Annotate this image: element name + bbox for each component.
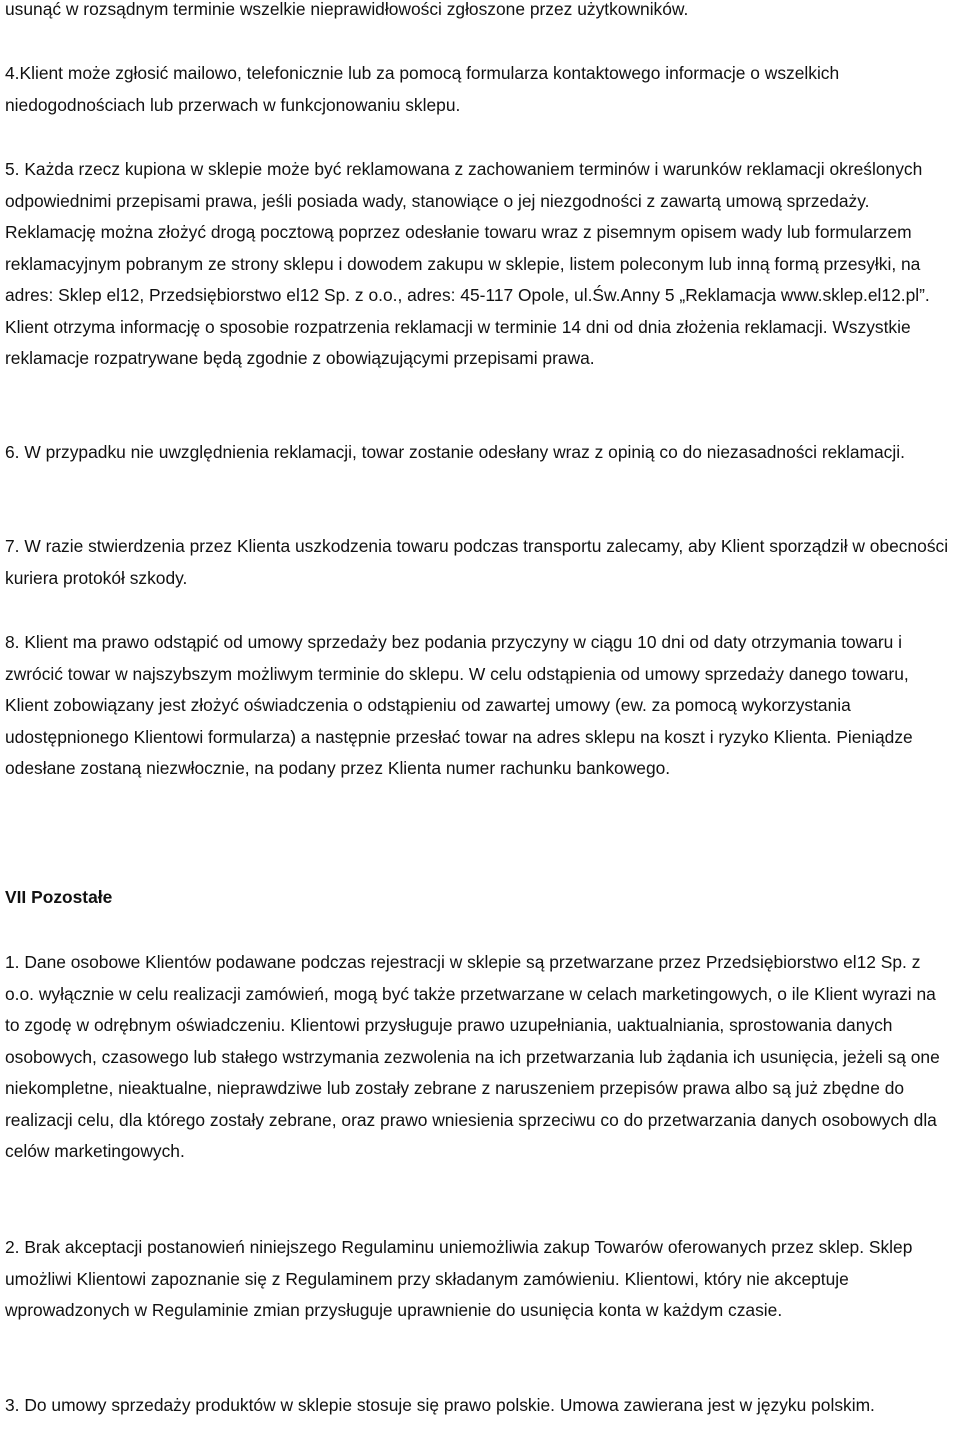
paragraph-clause-8: 8. Klient ma prawo odstąpić od umowy sprzedaży bez podania przyczyny w ciągu 10 dni od daty otrzymania towaru i zwrócić towar w najszybszym możliwym terminie do sklepu. W celu odstąpienia od umowy sprzedaży danego towaru, Klient zobowiązany jest złożyć oświadczenia o odstąpieniu od zawartej umowy (ew. za pomocą wykorzystania udostępnionego Klientowi formularza) a następnie przesłać towar na adres sklepu na koszt i ryzyko Klienta. Pieniądze odesłane zostaną niezwłocznie, na podany przez Klienta numer rachunku bankowego.: [5, 632, 913, 778]
paragraph-clause-4: 4.Klient może zgłosić mailowo, telefonicznie lub za pomocą formularza kontaktowego informacje o wszelkich niedogodnościach lub przerwach w funkcjonowaniu sklepu.: [5, 63, 840, 115]
paragraph-section-2: 2. Brak akceptacji postanowień niniejszego Regulaminu uniemożliwia zakup Towarów oferowanych przez sklep. Sklep umożliwi Klientowi zapoznanie się z Regulaminem przy składanym zamówieniu. Klientowi, który nie akceptuje wprowadzonych w Regulaminie zmian przysługuje uprawnienie do usunięcia konta w każdym czasie.: [5, 1237, 913, 1320]
section-heading: VII Pozostałe: [5, 887, 113, 907]
paragraph-intro-tail: usunąć w rozsądnym terminie wszelkie nieprawidłowości zgłoszone przez użytkowników.: [5, 0, 689, 19]
paragraph-section-3: 3. Do umowy sprzedaży produktów w sklepie stosuje się prawo polskie. Umowa zawierana jest w języku polskim.: [5, 1395, 875, 1415]
paragraph-clause-7: 7. W razie stwierdzenia przez Klienta uszkodzenia towaru podczas transportu zalecamy, aby Klient sporządził w obecności kuriera protokół szkody.: [5, 536, 949, 588]
paragraph-clause-6: 6. W przypadku nie uwzględnienia reklamacji, towar zostanie odesłany wraz z opinią co do niezasadności reklamacji.: [5, 442, 905, 462]
paragraph-section-1: 1. Dane osobowe Klientów podawane podczas rejestracji w sklepie są przetwarzane przez Przedsiębiorstwo el12 Sp. z o.o. wyłącznie w celu realizacji zamówień, mogą być także przetwarzane w celach marketingowych, o ile Klient wyrazi na to zgodę w odrębnym oświadczeniu. Klientowi przysługuje prawo uzupełniania, uaktualniania, sprostowania danych osobowych, czasowego lub stałego wstrzymania zezwolenia na ich przetwarzania lub żądania ich usunięcia, jeżeli są one niekompletne, nieaktualne, nieprawdziwe lub zostały zebrane z naruszeniem przepisów prawa albo są już zbędne do realizacji celu, dla którego zostały zebrane, oraz prawo wniesienia sprzeciwu co do przetwarzania danych osobowych dla celów marketingowych.: [5, 952, 940, 1161]
paragraph-clause-5: 5. Każda rzecz kupiona w sklepie może być reklamowana z zachowaniem terminów i warunków reklamacji określonych odpowiednimi przepisami prawa, jeśli posiada wady, stanowiące o jej niezgodności z zawartą umową sprzedaży. Reklamację można złożyć drogą pocztową poprzez odesłanie towaru wraz z pisemnym opisem wady lub formularzem reklamacyjnym pobranym ze strony sklepu i dowodem zakupu w sklepie, listem poleconym lub inną formą przesyłki, na adres: Sklep el12, Przedsiębiorstwo el12 Sp. z o.o., adres: 45-117 Opole, ul.Św.Anny 5 „Reklamacja www.sklep.el12.pl”. Klient otrzyma informację o sposobie rozpatrzenia reklamacji w terminie 14 dni od dnia złożenia reklamacji. Wszystkie reklamacje rozpatrywane będą zgodnie z obowiązującymi przepisami prawa.: [5, 159, 930, 368]
